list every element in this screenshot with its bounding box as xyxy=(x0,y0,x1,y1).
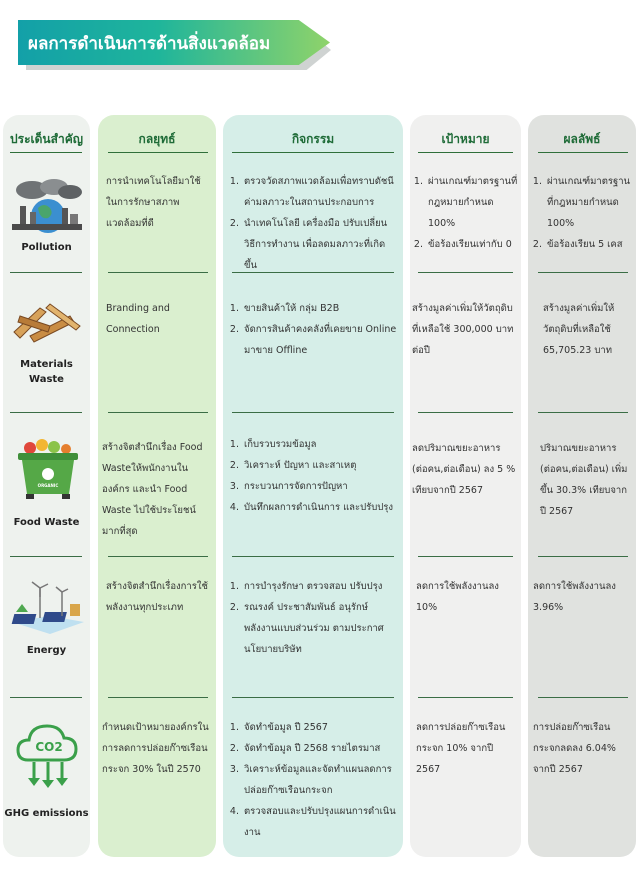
activity-item: 1. เก็บรวบรวมข้อมูล xyxy=(242,434,398,455)
factory-pollution-icon xyxy=(8,178,86,233)
bin-label: ORGANIC xyxy=(37,483,59,488)
strategy-cell: สร้างจิตสำนึกเรื่อง Food Wasteให้พนักงานในองค์กร และนำ Food Waste ไปใช้ประโยชน์มากที่สุด xyxy=(102,442,203,537)
activities-cell xyxy=(230,298,398,361)
header-underline xyxy=(538,152,628,153)
result-cell: ปริมาณขยะอาหาร (ต่อคน,ต่อเดือน) เพิ่มขึ้น 30.3% เทียบจากปี 2567 xyxy=(540,443,628,517)
target-cell: ลดการปล่อยก๊าซเรือนกระจก 10% จากปี 2567 xyxy=(416,722,506,775)
row-divider xyxy=(418,697,513,698)
strategy-cell: สร้างจิตสำนึกเรื่องการใช้พลังงานทุกประเภท xyxy=(106,581,208,613)
title-banner xyxy=(18,20,330,70)
activity-item: 1. การบำรุงรักษา ตรวจสอบ ปรับปรุง xyxy=(242,576,398,597)
header-underline xyxy=(10,152,82,153)
activity-item: 2. นำเทคโนโลยี เครื่องมือ ปรับเปลี่ยนวิธีการทำงาน เพื่อลดมลภาวะที่เกิดขึ้น xyxy=(242,213,398,276)
header-issue: ประเด็นสำคัญ xyxy=(10,132,83,146)
activities-cell xyxy=(230,434,398,518)
activity-item: 4. ตรวจสอบและปรับปรุงแผนการดำเนินงาน xyxy=(242,801,398,843)
activity-item: 4. บันทึกผลการดำเนินการ และปรับปรุง xyxy=(242,497,398,518)
activities-cell xyxy=(230,171,398,276)
issue-label: Pollution xyxy=(21,242,72,253)
row-divider xyxy=(108,412,208,413)
header-result: ผลลัพธ์ xyxy=(563,132,601,146)
solar-wind-energy-icon xyxy=(10,578,86,636)
row-divider xyxy=(108,697,208,698)
activity-item: 1. ตรวจวัดสภาพแวดล้อมเพื่อทราบดัชนีค่ามลภาวะในสถานประกอบการ xyxy=(242,171,398,213)
row-divider xyxy=(418,272,513,273)
food-waste-bin-icon xyxy=(14,438,82,500)
target-item: 2. ข้อร้องเรียนเท่ากับ 0 xyxy=(426,234,518,255)
header-strategy: กลยุทธ์ xyxy=(138,132,176,146)
row-divider xyxy=(232,697,394,698)
strategy-cell: Branding and Connection xyxy=(106,303,170,335)
row-divider xyxy=(10,697,82,698)
activity-item: 3. กระบวนการจัดการปัญหา xyxy=(242,476,398,497)
target-cell: ลดปริมาณขยะอาหาร (ต่อคน,ต่อเดือน) ลง 5 % เทียบจากปี 2567 xyxy=(412,443,516,496)
row-divider xyxy=(232,412,394,413)
result-item: 2. ข้อร้องเรียน 5 เคส xyxy=(545,234,633,255)
row-divider xyxy=(108,272,208,273)
activity-item: 2. จัดทำข้อมูล ปี 2568 รายไตรมาส xyxy=(242,738,398,759)
activity-item: 2. รณรงค์ ประชาสัมพันธ์ อนุรักษ์พลังงานแบบส่วนร่วม ตามประกาศนโยบายบริษัท xyxy=(242,597,398,660)
activities-cell xyxy=(230,576,398,660)
wood-scraps-icon xyxy=(10,296,86,346)
activity-item: 2. วิเคราะห์ ปัญหา และสาเหตุ xyxy=(242,455,398,476)
row-divider xyxy=(10,272,82,273)
header-underline xyxy=(232,152,394,153)
row-divider xyxy=(538,697,628,698)
header-activities: กิจกรรม xyxy=(291,132,335,146)
activity-item: 1. จัดทำข้อมูล ปี 2567 xyxy=(242,717,398,738)
result-cell: สร้างมูลค่าเพิ่มให้วัตถุดิบที่เหลือใช้ 65,705.23 บาท xyxy=(543,303,615,356)
activity-item: 2. จัดการสินค้าคงคลังที่เคยขาย Online มาขาย Offline xyxy=(242,319,398,361)
strategy-cell: กำหนดเป้าหมายองค์กรในการลดการปล่อยก๊าซเรือนกระจก 30% ในปี 2570 xyxy=(102,722,209,775)
target-item: 1. ผ่านเกณฑ์มาตรฐานที่กฎหมายกำหนด 100% xyxy=(426,171,518,234)
target-cell: สร้างมูลค่าเพิ่มให้วัตถุดิบที่เหลือใช้ 300,000 บาทต่อปี xyxy=(412,303,514,356)
header-underline xyxy=(418,152,513,153)
co2-cloud-icon xyxy=(14,720,82,790)
issue-label: Energy xyxy=(26,645,67,656)
co2-label: CO2 xyxy=(35,740,63,754)
row-divider xyxy=(10,412,82,413)
activity-item: 3. วิเคราะห์ข้อมูลและจัดทำแผนลดการปล่อยก๊าซเรือนกระจก xyxy=(242,759,398,801)
result-item: 1. ผ่านเกณฑ์มาตรฐานที่กฎหมายกำหนด 100% xyxy=(545,171,633,234)
issue-label: GHG emissions xyxy=(4,808,89,819)
row-divider xyxy=(108,556,208,557)
result-cell: ลดการใช้พลังงานลง 3.96% xyxy=(533,581,616,613)
activities-cell xyxy=(230,717,398,843)
header-target: เป้าหมาย xyxy=(441,132,490,146)
result-cell xyxy=(533,171,633,255)
strategy-cell: การนำเทคโนโลยีมาใช้ในการรักษาสภาพแวดล้อมที่ดี xyxy=(106,176,201,229)
header-underline xyxy=(108,152,208,153)
row-divider xyxy=(10,556,82,557)
row-divider xyxy=(418,412,513,413)
activity-item: 1. ขายสินค้าให้ กลุ่ม B2B xyxy=(242,298,398,319)
row-divider xyxy=(538,556,628,557)
target-cell xyxy=(414,171,518,255)
result-cell: การปล่อยก๊าซเรือนกระจกลดลง 6.04% จากปี 2567 xyxy=(533,722,616,775)
row-divider xyxy=(232,556,394,557)
target-cell: ลดการใช้พลังงานลง 10% xyxy=(416,581,499,613)
issue-label: Food Waste xyxy=(13,517,80,528)
row-divider xyxy=(538,272,628,273)
issue-label: Materials Waste xyxy=(20,359,73,385)
row-divider xyxy=(538,412,628,413)
page-title: ผลการดำเนินการด้านสิ่งแวดล้อม xyxy=(28,34,271,54)
row-divider xyxy=(418,556,513,557)
